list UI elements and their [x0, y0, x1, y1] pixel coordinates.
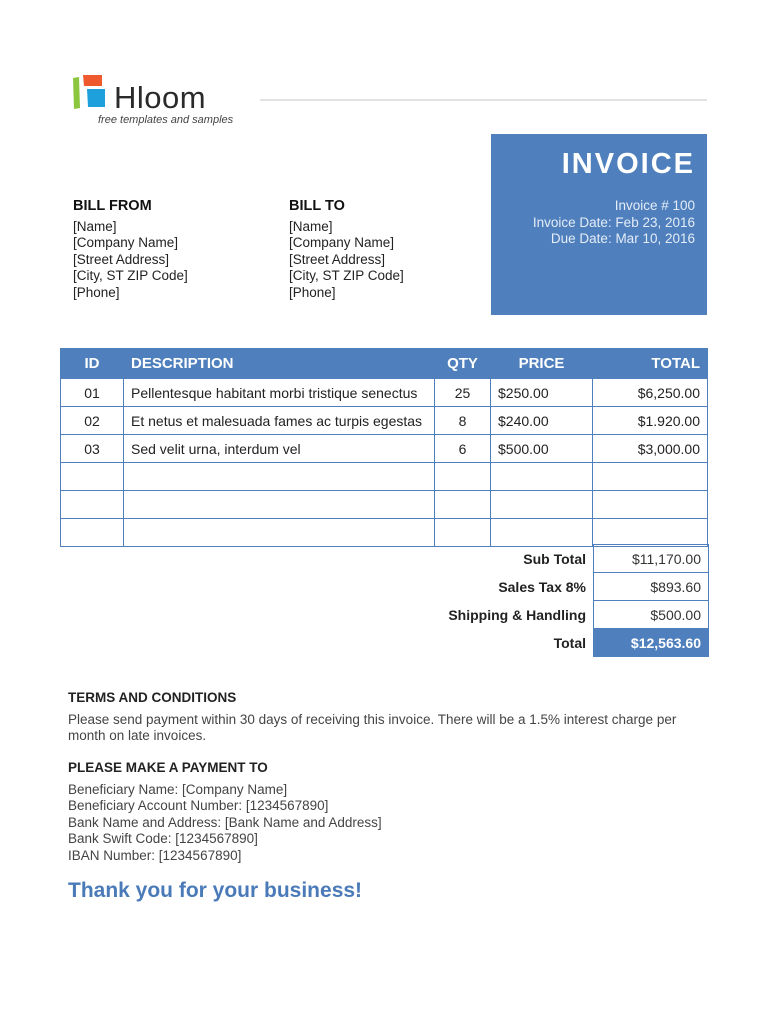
brand-tagline: free templates and samples	[98, 114, 234, 126]
cell-description: Sed velit urna, interdum vel	[124, 435, 435, 463]
table-row-empty	[61, 519, 708, 547]
col-header-total: TOTAL	[593, 349, 708, 379]
bill-from-block	[73, 198, 188, 302]
invoice-header-box	[491, 134, 707, 315]
cell-total	[593, 463, 708, 491]
cell-description: Pellentesque habitant morbi tristique senectus	[124, 379, 435, 407]
brand-name: Hloom	[114, 80, 207, 115]
invoice-due-date: Due Date: Mar 10, 2016	[550, 231, 695, 246]
table-row	[61, 379, 708, 407]
bill-from-name: [Name]	[73, 218, 117, 234]
bill-to-company: [Company Name]	[289, 235, 395, 251]
cell-price	[491, 491, 593, 519]
col-header-description: DESCRIPTION	[124, 349, 435, 379]
payment-swift-code: Bank Swift Code: [1234567890]	[68, 831, 258, 846]
bill-from-phone: [Phone]	[73, 284, 120, 300]
bill-from-city: [City, ST ZIP Code]	[73, 268, 188, 284]
terms-text: Please send payment within 30 days of receiving this invoice. There will be a 1.5% interest charge per month on late invoices.	[68, 711, 677, 743]
bill-to-name: [Name]	[289, 218, 333, 234]
payment-bank-name: Bank Name and Address: [Bank Name and Address]	[68, 814, 382, 830]
payment-iban: IBAN Number: [1234567890]	[68, 847, 242, 863]
bill-to-street: [Street Address]	[289, 251, 386, 267]
thank-you-message: Thank you for your business!	[68, 879, 363, 902]
bill-to-city: [City, ST ZIP Code]	[289, 268, 404, 284]
cell-price: $250.00	[491, 379, 593, 407]
shipping-label: Shipping & Handling	[448, 606, 586, 623]
cell-total: $3,000.00	[593, 435, 708, 463]
cell-description: Et netus et malesuada fames ac turpis egestas	[124, 407, 435, 435]
tax-value: $893.60	[594, 573, 709, 601]
cell-price	[491, 463, 593, 491]
table-row	[61, 435, 708, 463]
grand-total-label: Total	[553, 634, 586, 651]
cell-qty: 8	[435, 407, 491, 435]
invoice-date: Invoice Date: Feb 23, 2016	[532, 214, 695, 230]
payment-heading: PLEASE MAKE A PAYMENT TO	[68, 760, 268, 775]
cell-price	[491, 519, 593, 547]
hloom-logo-icon	[72, 74, 110, 112]
cell-total	[593, 519, 708, 547]
line-items-table	[60, 348, 708, 547]
cell-id	[61, 463, 124, 491]
subtotal-value: $11,170.00	[594, 545, 709, 573]
cell-qty	[435, 491, 491, 519]
cell-description	[124, 519, 435, 547]
totals-summary	[437, 544, 709, 657]
bill-to-heading: BILL TO	[289, 198, 345, 214]
subtotal-label: Sub Total	[523, 550, 586, 567]
col-header-price: PRICE	[491, 349, 593, 379]
cell-id: 01	[61, 379, 124, 407]
payment-account-number: Beneficiary Account Number: [1234567890]	[68, 798, 329, 813]
terms-heading: TERMS AND CONDITIONS	[68, 690, 237, 705]
grand-total-row	[437, 629, 709, 657]
cell-qty	[435, 463, 491, 491]
terms-section	[68, 690, 708, 745]
col-header-qty: QTY	[435, 349, 491, 379]
cell-qty	[435, 519, 491, 547]
header-divider	[260, 99, 707, 101]
cell-qty: 6	[435, 435, 491, 463]
cell-description	[124, 491, 435, 519]
payment-beneficiary-name: Beneficiary Name: [Company Name]	[68, 781, 288, 797]
table-row	[61, 407, 708, 435]
subtotal-row	[437, 545, 709, 573]
cell-total: $6,250.00	[593, 379, 708, 407]
cell-total	[593, 491, 708, 519]
cell-description	[124, 463, 435, 491]
bill-to-phone: [Phone]	[289, 284, 336, 300]
cell-total: $1.920.00	[593, 407, 708, 435]
cell-id: 03	[61, 435, 124, 463]
cell-id	[61, 519, 124, 547]
invoice-number: Invoice # 100	[614, 198, 695, 213]
table-row-empty	[61, 491, 708, 519]
invoice-title: INVOICE	[561, 148, 695, 180]
tax-row	[437, 573, 709, 601]
bill-from-street: [Street Address]	[73, 251, 170, 267]
shipping-value: $500.00	[594, 601, 709, 629]
shipping-row	[437, 601, 709, 629]
bill-from-heading: BILL FROM	[73, 198, 152, 214]
invoice-meta	[533, 198, 695, 248]
brand-logo	[72, 74, 252, 130]
cell-id: 02	[61, 407, 124, 435]
bill-from-company: [Company Name]	[73, 235, 179, 251]
bill-to-block	[289, 198, 404, 302]
cell-price: $240.00	[491, 407, 593, 435]
cell-qty: 25	[435, 379, 491, 407]
payment-section	[68, 760, 382, 864]
col-header-id: ID	[61, 349, 124, 379]
table-header-row	[61, 349, 708, 379]
table-row-empty	[61, 463, 708, 491]
grand-total-value: $12,563.60	[594, 629, 709, 657]
tax-label: Sales Tax 8%	[498, 578, 586, 595]
cell-price: $500.00	[491, 435, 593, 463]
cell-id	[61, 491, 124, 519]
